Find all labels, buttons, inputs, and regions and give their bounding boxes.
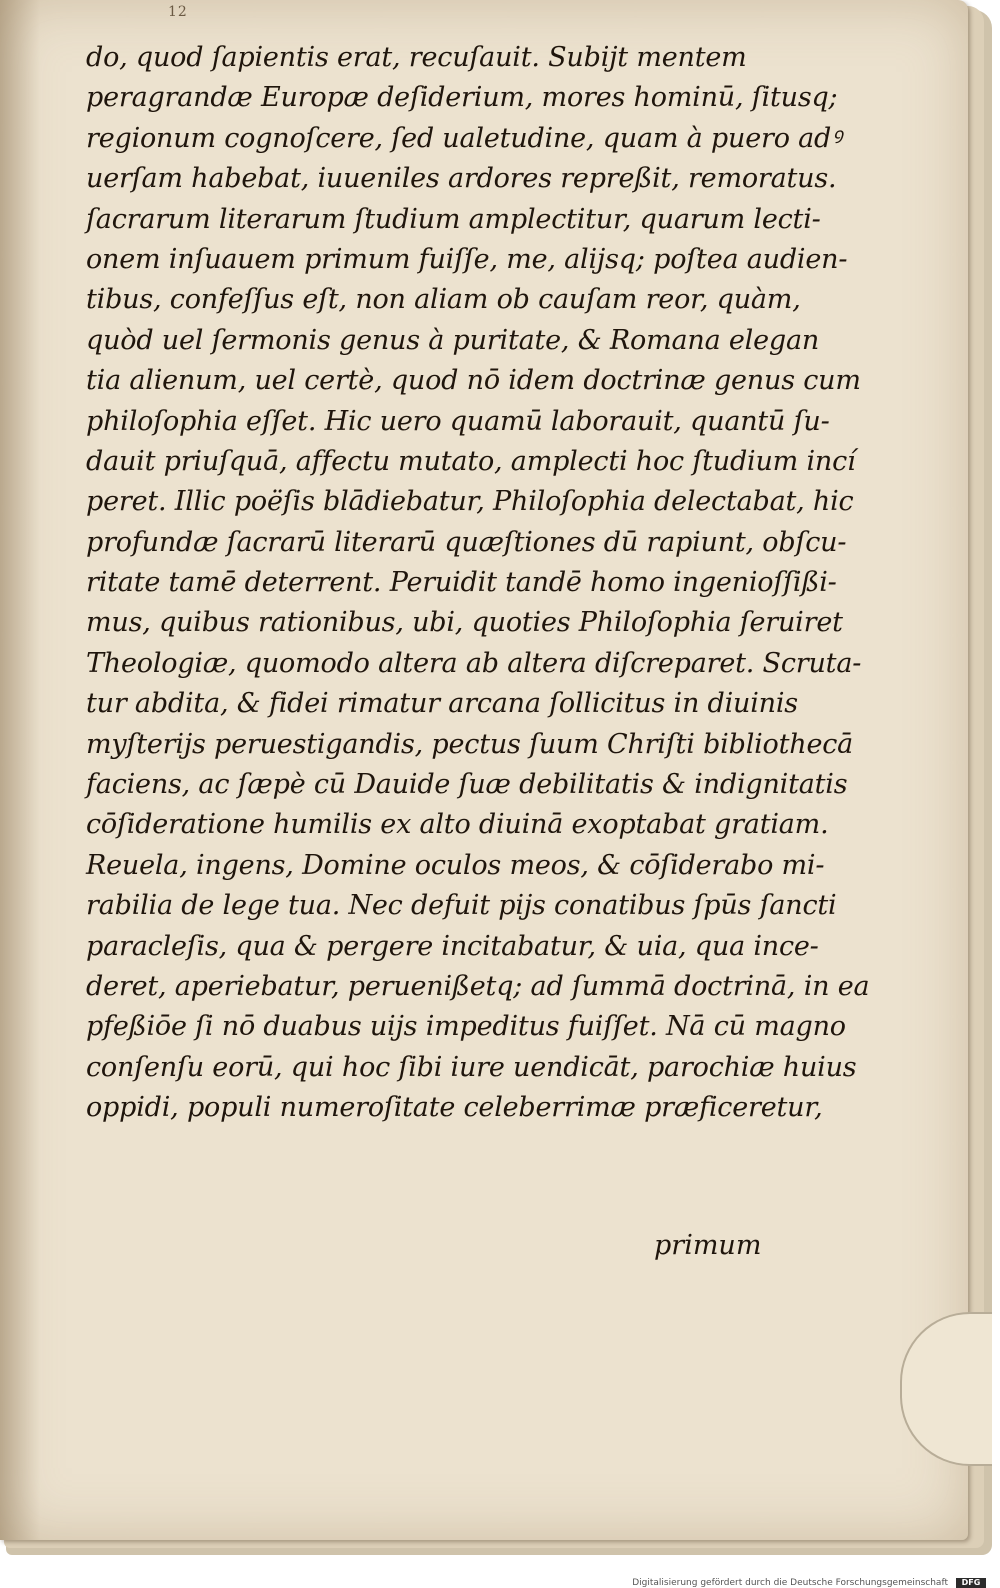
text-line: ſacrarum literarum ſtudium amplectitur, quarum lecti- xyxy=(86,203,821,235)
funding-credit: Digitalisierung gefördert durch die Deutsche Forschungsgemeinschaft xyxy=(632,1578,948,1588)
text-line: myſterijs peruestigandis, pectus ſuum Chriſti bibliothecā xyxy=(86,728,854,760)
text-line: mus, quibus rationibus, ubi, quoties Philoſophia ſeruiret xyxy=(86,607,843,639)
dfg-logo: DFG xyxy=(956,1578,986,1588)
text-line: do, quod ſapientis erat, recuſauit. Subijt mentem xyxy=(86,42,747,73)
text-line: philoſophia eſſet. Hic uero quamū laborauit, quantū ſu- xyxy=(86,405,830,437)
text-line: tur abdita, & fidei rimatur arcana ſollicitus in diuinis xyxy=(86,688,798,720)
text-line: regionum cognoſcere, ſed ualetudine, quam à puero adꝰ xyxy=(86,122,842,154)
text-line: pfeßiōe ſi nō duabus uijs impeditus fuiſſet. Nā cū magno xyxy=(86,1011,846,1043)
text-line: deret, aperiebatur, peruenißetq; ad ſummā doctrinā, in ea xyxy=(86,970,870,1002)
text-line: peret. Illic poëſis blādiebatur, Philoſophia delectabat, hic xyxy=(86,486,854,518)
text-line: conſenſu eorū, qui hoc ſibi iure uendicāt, parochiæ huius xyxy=(86,1051,857,1083)
text-line: paracleſis, qua & pergere incitabatur, & uia, qua ince- xyxy=(86,930,819,962)
text-line: dauit priuſquā, affectu mutato, amplecti hoc ſtudium incí xyxy=(86,445,856,477)
page-gutter-shadow xyxy=(0,0,40,1540)
text-line: profundæ ſacrarū literarū quæſtiones dū rapiunt, obſcu- xyxy=(86,526,847,558)
text-line: faciens, ac ſæpè cū Dauide ſuæ debilitatis & indignitatis xyxy=(86,769,848,801)
text-line: quòd uel ſermonis genus à puritate, & Romana elegan xyxy=(86,324,820,356)
text-line: rabilia de lege tua. Nec defuit pijs conatibus ſpūs ſancti xyxy=(86,890,837,922)
text-line: tia alienum, uel certè, quod nō idem doctrinæ genus cum xyxy=(86,365,861,397)
text-line: cōſideratione humilis ex alto diuinā exoptabat gratiam. xyxy=(86,809,829,841)
page-number-mark: 12 xyxy=(168,4,188,20)
text-line: onem inſuauem primum fuiſſe, me, alijsq; poſtea audien- xyxy=(86,243,848,275)
text-line: oppidi, populi numeroſitate celeberrimæ præficeretur, xyxy=(86,1092,823,1124)
text-line: tibus, confeſſus eſt, non aliam ob cauſam reor, quàm, xyxy=(86,284,801,316)
text-line: Reuela, ingens, Domine oculos meos, & cōſiderabo mi- xyxy=(86,849,825,881)
text-line: uerſam habebat, iuueniles ardores repreßit, remoratus. xyxy=(86,163,837,195)
text-line: peragrandæ Europæ deſiderium, mores hominū, ſitusq; xyxy=(86,82,838,114)
text-line: ritate tamē deterrent. Peruidit tandē homo ingenioſſißi- xyxy=(86,567,837,599)
catchword: primum xyxy=(654,1230,762,1261)
body-text xyxy=(86,38,870,1129)
text-line: Theologiæ, quomodo altera ab altera diſcreparet. Scruta- xyxy=(86,647,862,679)
